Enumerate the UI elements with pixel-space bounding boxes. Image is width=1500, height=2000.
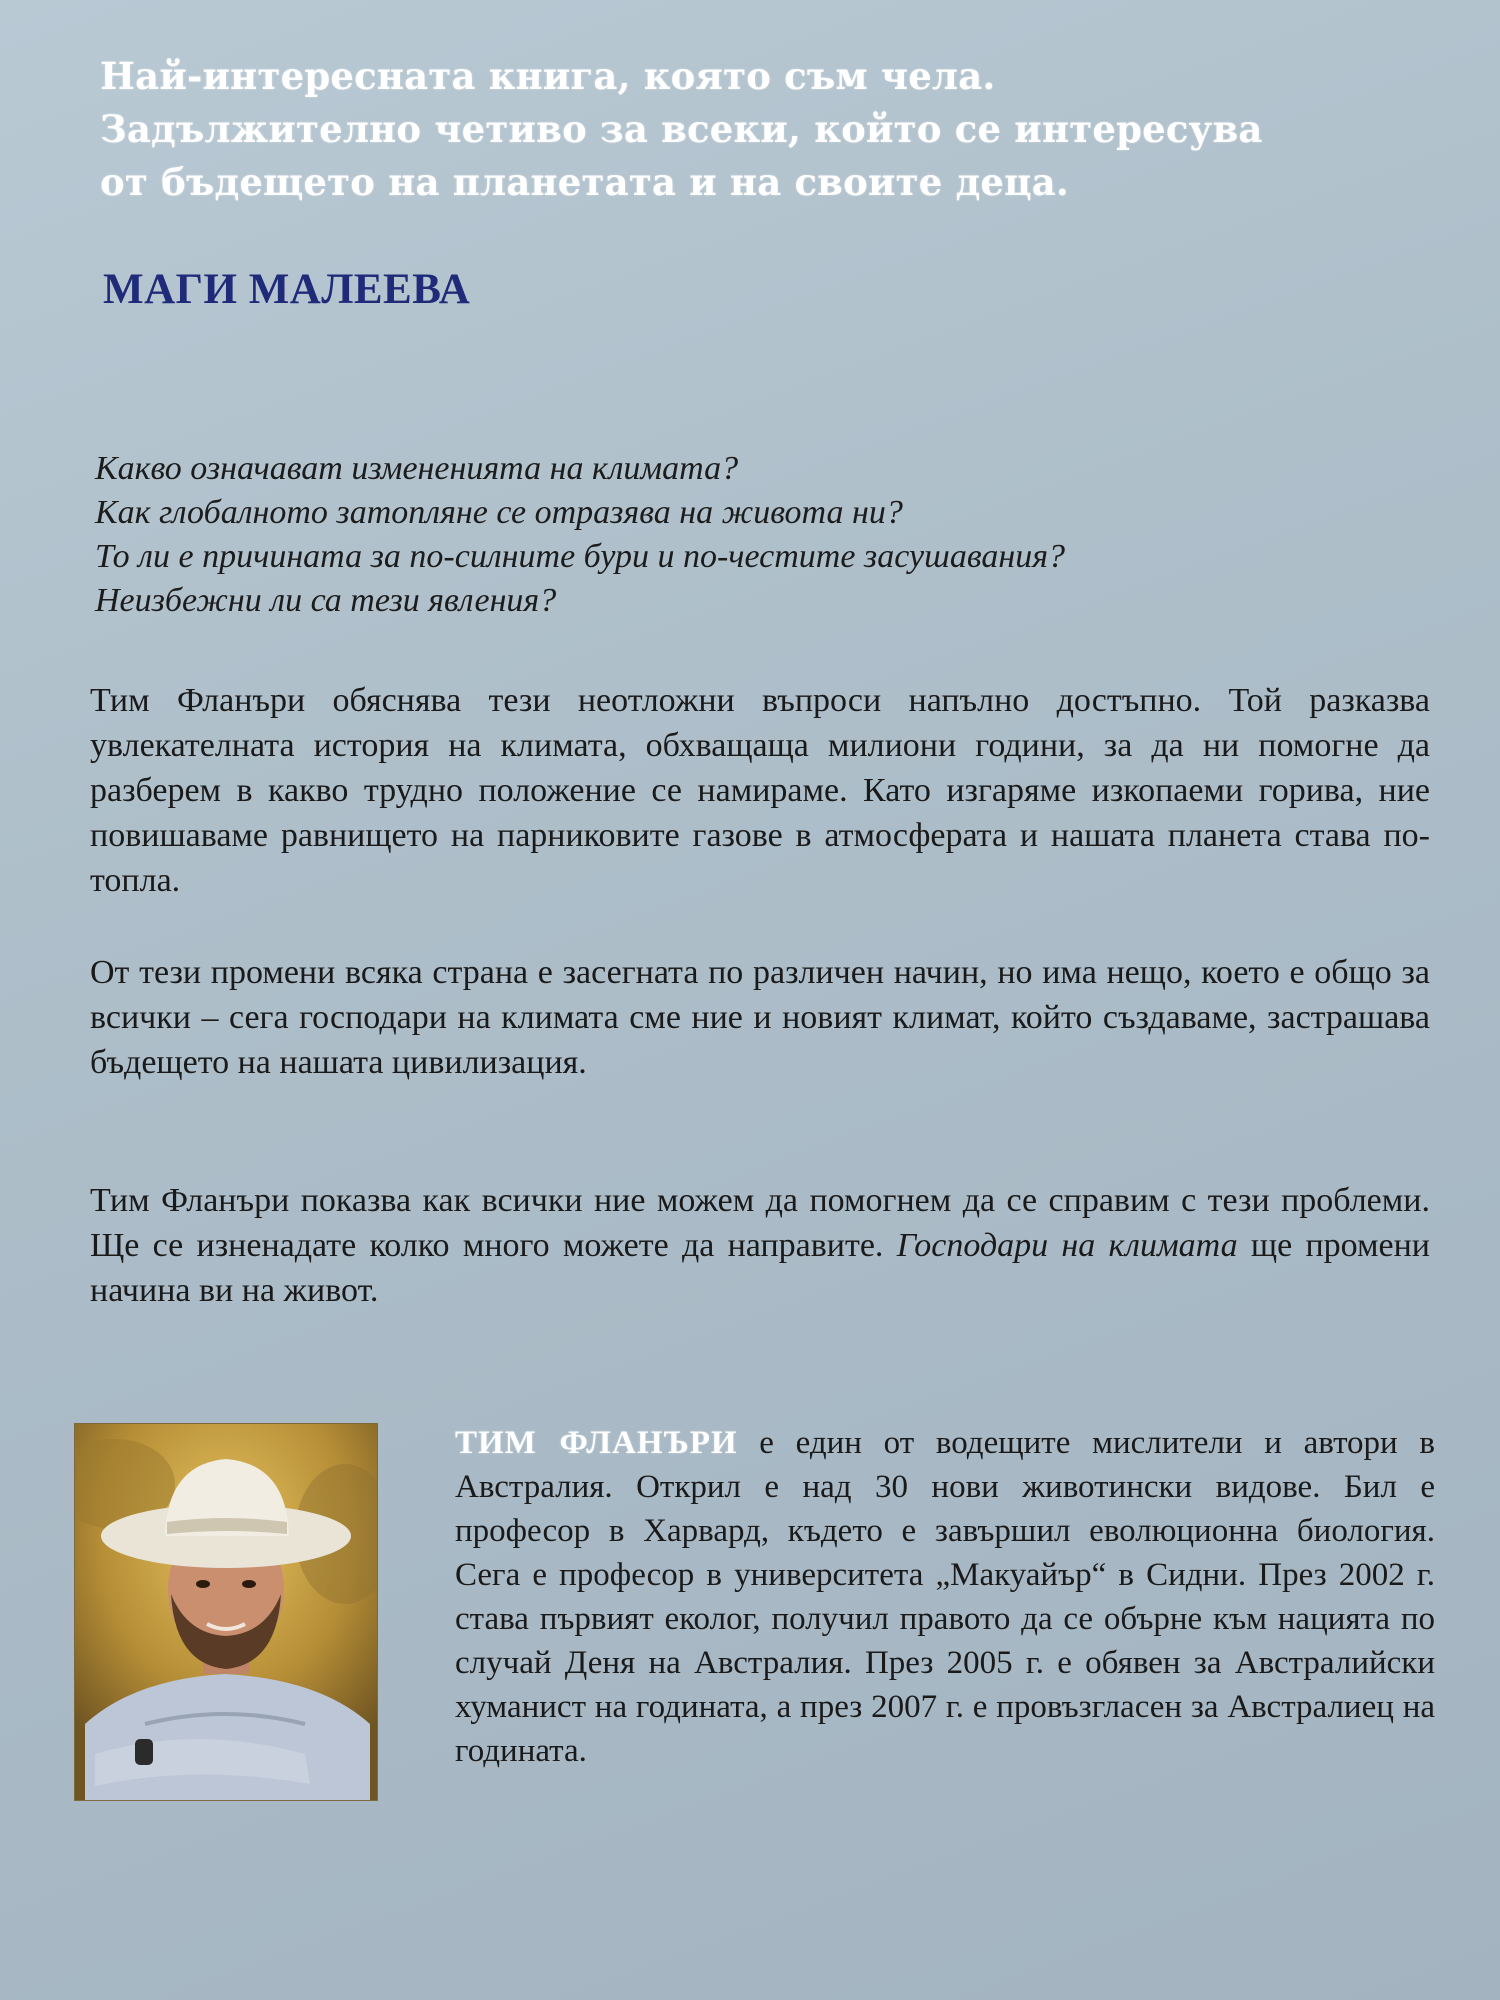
description-paragraph-2: От тези промени всяка страна е засегната по различен начин, но има нещо, което е общо за всички – сега господари на климата сме ние и новият климат, който създаваме, застрашава бъдещето на нашата цивилизация. [90, 954, 1430, 1081]
description-paragraph-1: Тим Фланъри обяснява тези неотложни въпроси напълно достъпно. Той разказва увлекателната история на климата, обхващаща милиони години, за да ни помогне да разберем в какво трудно положение се намираме. Като изгаряме изкопаеми горива, ние повишаваме равнището на парниковите газове в атмосферата и нашата планета става по-топла. [90, 682, 1430, 899]
author-biography [455, 1421, 1435, 1773]
paragraph-3-ending: ще промени начина ви на живот. [90, 1227, 1431, 1309]
biography-text: е един от водещите мислители и автори в Австралия. Открил е над 30 нови животински видове. Бил е професор в Харвард, където е завършил еволюционна биология. Сега е професор в университета „Макуайър“ в Сидни. През 2002 г. става първият еколог, получил правото да се обърне към нацията по случай Деня на Австралия. През 2005 г. е обявен за Австралийски хуманист на годината, а през 2007 г. е провъзгласен за Австралиец на годината. [455, 1425, 1436, 1769]
quote-line: Задължително четиво за всеки, който се интересува [100, 107, 1263, 151]
quote-line: от бъдещето на планетата и на своите деца. [100, 160, 1069, 204]
question-line: Как глобалното затопляне се отразява на живота ни? [95, 494, 903, 531]
endorsement-quote [100, 50, 1420, 209]
quote-line: Най-интересната книга, която съм чела. [100, 54, 996, 98]
author-portrait-image [75, 1424, 377, 1800]
description-paragraph-3 [90, 1178, 1430, 1313]
question-line: То ли е причината за по-силните бури и по-честите засушавания? [95, 538, 1066, 575]
author-photo [74, 1423, 378, 1801]
book-title-reference: Господари на климата [896, 1227, 1238, 1264]
author-name: ТИМ ФЛАНЪРИ [455, 1425, 738, 1461]
question-line: Неизбежни ли са тези явления? [95, 582, 557, 619]
question-line: Какво означават измененията на климата? [95, 450, 739, 487]
paragraph-3-text: Тим Фланъри показва как всички ние можем да помогнем да се справим с тези проблеми. Ще се изненадате колко много можете да направите. [90, 1182, 1430, 1264]
endorsement-author: МАГИ МАЛЕЕВА [103, 266, 471, 313]
questions-block [95, 447, 1415, 623]
